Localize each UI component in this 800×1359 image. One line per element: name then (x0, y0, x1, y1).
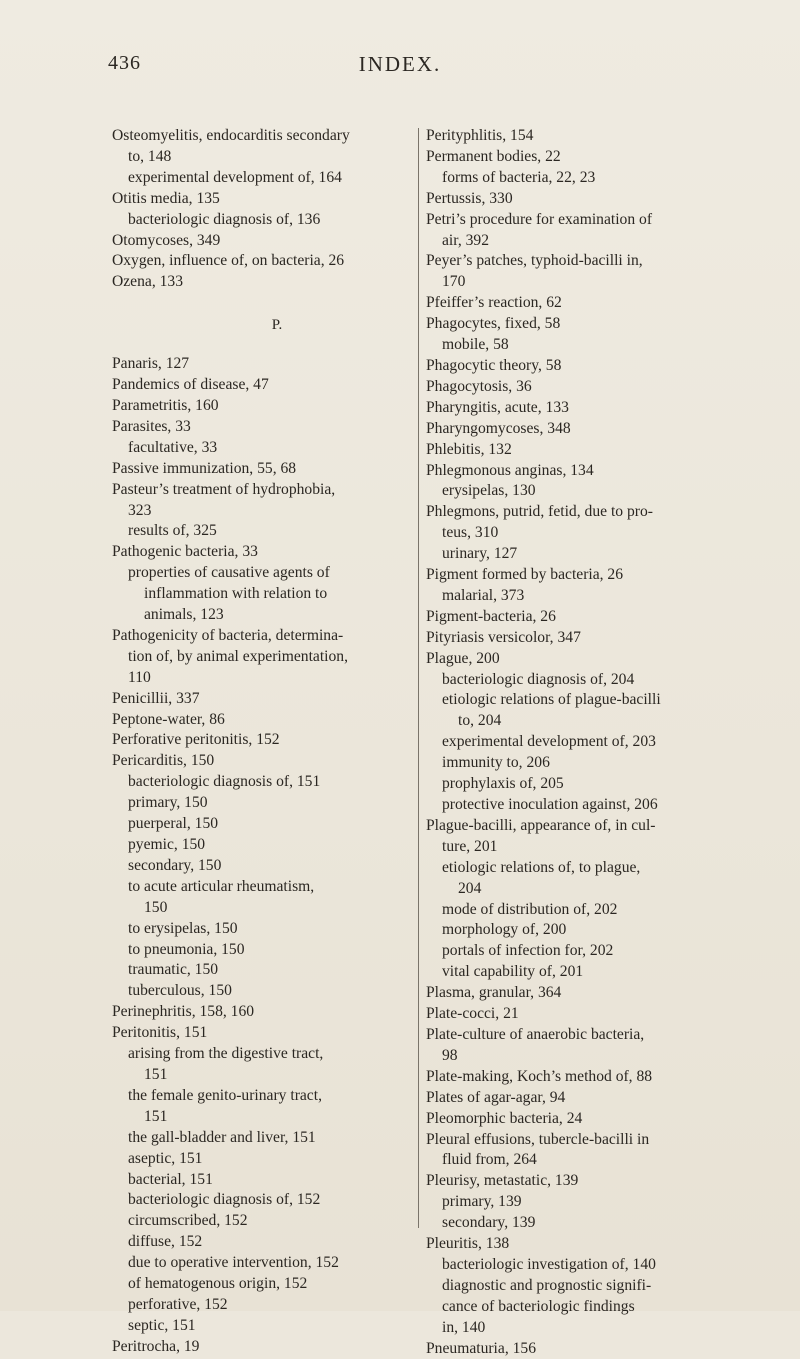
index-subentry: secondary, 139 (442, 1214, 536, 1232)
index-subentry: bacteriologic diagnosis of, 151 (128, 773, 321, 791)
index-subentry: etiologic relations of, to plague, (442, 858, 641, 876)
index-subentry: septic, 151 (128, 1316, 196, 1334)
index-entry: Pharyngitis, acute, 133 (426, 398, 569, 416)
index-subentry: morphology of, 200 (442, 921, 567, 939)
index-subentry: tion of, by animal experimentation, (128, 647, 348, 665)
index-subentry: facultative, 33 (128, 438, 218, 456)
index-entry: Plate-making, Koch’s method of, 88 (426, 1067, 653, 1085)
running-title: INDEX. (358, 52, 442, 76)
index-subentry: urinary, 127 (442, 545, 518, 563)
index-entry: Plate-cocci, 21 (426, 1005, 519, 1023)
index-subentry: mobile, 58 (442, 336, 509, 354)
index-subentry: bacteriologic diagnosis of, 136 (128, 210, 321, 228)
index-subentry: primary, 150 (128, 794, 208, 812)
index-subentry: portals of infection for, 202 (442, 942, 614, 960)
index-entry: Pathogenic bacteria, 33 (112, 543, 258, 561)
index-subentry: to acute articular rheumatism, (128, 877, 315, 895)
index-subentry: 204 (458, 879, 482, 897)
index-entry: Otitis media, 135 (112, 189, 220, 207)
index-entry: Pleurisy, metastatic, 139 (426, 1172, 579, 1190)
index-entry: Plasma, granular, 364 (426, 984, 562, 1002)
index-subentry: results of, 325 (128, 522, 217, 540)
index-entry: Osteomyelitis, endocarditis secondary (112, 127, 350, 144)
index-subentry: ture, 201 (442, 837, 498, 855)
index-subentry: mode of distribution of, 202 (442, 900, 618, 918)
index-subentry: protective inoculation against, 206 (442, 796, 658, 813)
index-subentry: 98 (442, 1046, 458, 1064)
index-entry: Perinephritis, 158, 160 (112, 1003, 255, 1021)
page-number: 436 (108, 52, 141, 74)
index-entry: Pleuritis, 138 (426, 1235, 510, 1253)
index-subentry: fluid from, 264 (442, 1151, 537, 1169)
index-subentry: to, 148 (128, 147, 172, 165)
index-subentry: due to operative intervention, 152 (128, 1254, 339, 1272)
index-subentry: cance of bacteriologic findings (442, 1297, 635, 1315)
index-subentry: erysipelas, 130 (442, 482, 536, 500)
index-entry: Plague, 200 (426, 649, 500, 667)
index-entry: Pasteur’s treatment of hydrophobia, (112, 480, 336, 498)
index-entry: Perforative peritonitis, 152 (112, 731, 280, 749)
index-entry: Pleural effusions, tubercle-bacilli in (426, 1130, 650, 1148)
index-subentry: malarial, 373 (442, 586, 525, 604)
index-subentry: aseptic, 151 (128, 1149, 203, 1167)
index-entry: Pandemics of disease, 47 (112, 376, 269, 394)
index-subentry: perforative, 152 (128, 1295, 228, 1313)
index-entry: Passive immunization, 55, 68 (112, 459, 297, 477)
index-subentry: traumatic, 150 (128, 961, 219, 979)
index-entry: Pericarditis, 150 (112, 752, 215, 770)
index-entry: Phagocytes, fixed, 58 (426, 315, 561, 333)
index-subentry: prophylaxis of, 205 (442, 775, 564, 793)
index-subentry: of hematogenous origin, 152 (128, 1275, 308, 1293)
index-entry: Pharyngomycoses, 348 (426, 419, 571, 437)
section-letter: P. (271, 317, 283, 334)
index-subentry: bacteriologic investigation of, 140 (442, 1255, 656, 1273)
index-subentry: air, 392 (442, 231, 490, 249)
index-entry: Phagocytosis, 36 (426, 377, 532, 395)
column-divider (418, 128, 419, 1228)
index-entry: Pityriasis versicolor, 347 (426, 628, 581, 646)
index-subentry: primary, 139 (442, 1193, 522, 1211)
index-subentry: pyemic, 150 (128, 836, 206, 853)
index-subentry: experimental development of, 203 (442, 733, 656, 751)
index-subentry: animals, 123 (144, 606, 224, 624)
index-subentry: inflammation with relation to (144, 585, 328, 603)
index-subentry: forms of bacteria, 22, 23 (442, 168, 596, 186)
index-entry: Panaris, 127 (112, 355, 190, 373)
index-subentry: tuberculous, 150 (128, 982, 232, 1000)
index-subentry: 150 (144, 898, 168, 916)
index-subentry: etiologic relations of plague-bacilli (442, 691, 661, 709)
index-subentry: to, 204 (458, 712, 502, 730)
index-entry: Pleomorphic bacteria, 24 (426, 1109, 583, 1127)
index-subentry: the female genito-urinary tract, (128, 1086, 322, 1104)
index-subentry: 151 (144, 1065, 168, 1083)
index-subentry: immunity to, 206 (442, 754, 550, 772)
index-entry: Peritrocha, 19 (112, 1337, 200, 1355)
index-entry: Phlebitis, 132 (426, 440, 512, 458)
index-subentry: bacterial, 151 (128, 1170, 213, 1188)
index-entry: Parasites, 33 (112, 417, 191, 435)
index-entry: Peritonitis, 151 (112, 1024, 208, 1042)
index-entry: Peyer’s patches, typhoid-bacilli in, (426, 252, 643, 270)
index-subentry: 110 (128, 668, 151, 686)
index-entry: Plate-culture of anaerobic bacteria, (426, 1025, 645, 1043)
index-subentry: in, 140 (442, 1318, 486, 1336)
index-subentry: to erysipelas, 150 (128, 919, 238, 937)
index-column-left (112, 126, 442, 1358)
index-entry: Pathogenicity of bacteria, determina- (112, 626, 344, 644)
index-entry: Plague-bacilli, appearance of, in cul- (426, 816, 656, 834)
index-entry: Parametritis, 160 (112, 396, 219, 414)
page-header (0, 52, 800, 82)
index-subentry: diffuse, 152 (128, 1233, 203, 1251)
index-subentry: 151 (144, 1107, 168, 1125)
index-subentry: bacteriologic diagnosis of, 204 (442, 670, 635, 688)
index-entry: Pneumaturia, 156 (426, 1339, 537, 1357)
index-subentry: 323 (128, 501, 152, 519)
index-entry: Perityphlitis, 154 (426, 127, 534, 144)
index-subentry: diagnostic and prognostic signifi- (442, 1276, 652, 1294)
index-entry: Phlegmonous anginas, 134 (426, 461, 594, 479)
index-entry: Ozena, 133 (112, 273, 184, 291)
index-subentry: 170 (442, 273, 466, 291)
index-subentry: vital capability of, 201 (442, 963, 584, 981)
index-entry: Plates of agar-agar, 94 (426, 1088, 566, 1106)
index-entry: Pigment formed by bacteria, 26 (426, 566, 624, 584)
index-subentry: puerperal, 150 (128, 815, 219, 833)
index-subentry: circumscribed, 152 (128, 1212, 248, 1230)
index-entry: Pfeiffer’s reaction, 62 (426, 294, 562, 312)
index-entry: Pertussis, 330 (426, 189, 513, 207)
index-subentry: teus, 310 (442, 524, 499, 542)
index-subentry: secondary, 150 (128, 856, 222, 874)
index-entry: Permanent bodies, 22 (426, 147, 561, 165)
index-entry: Oxygen, influence of, on bacteria, 26 (112, 252, 345, 270)
index-entry: Peptone-water, 86 (112, 710, 225, 728)
index-entry: Otomycoses, 349 (112, 231, 221, 249)
index-entry: Phlegmons, putrid, fetid, due to pro- (426, 503, 653, 521)
index-entry: Penicillii, 337 (112, 689, 200, 707)
index-subentry: properties of causative agents of (128, 564, 330, 582)
index-entry: Phagocytic theory, 58 (426, 356, 562, 374)
index-entry: Petri’s procedure for examination of (426, 210, 653, 228)
index-column-right (426, 126, 762, 1359)
index-subentry: experimental development of, 164 (128, 168, 342, 186)
index-subentry: arising from the digestive tract, (128, 1045, 324, 1063)
index-subentry: the gall-bladder and liver, 151 (128, 1128, 316, 1146)
index-entry: Pigment-bacteria, 26 (426, 607, 556, 625)
index-subentry: bacteriologic diagnosis of, 152 (128, 1191, 321, 1209)
index-subentry: to pneumonia, 150 (128, 940, 245, 958)
